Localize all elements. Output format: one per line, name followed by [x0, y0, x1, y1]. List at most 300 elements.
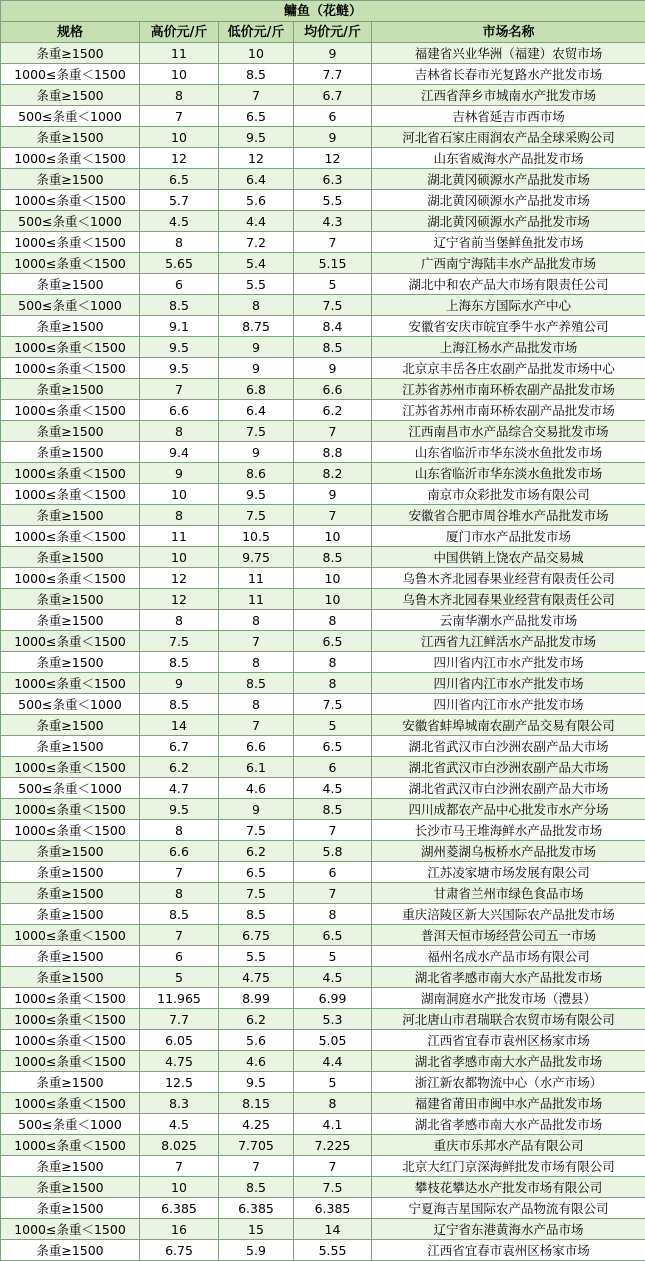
cell-market: 福建省莆田市闽中水产品批发市场	[372, 1093, 645, 1114]
cell-avg-price: 8	[294, 1093, 372, 1114]
cell-low-price: 5.6	[219, 1030, 294, 1051]
cell-market: 湖北黄冈硕源水产品批发市场	[372, 211, 645, 232]
cell-spec: 条重≥1500	[1, 547, 140, 568]
table-row	[1, 232, 645, 253]
table-row	[1, 1156, 645, 1177]
table-row	[1, 1072, 645, 1093]
cell-spec: 条重≥1500	[1, 1198, 140, 1219]
cell-high-price: 5.7	[140, 190, 219, 211]
cell-market: 南京市众彩批发市场有限公司	[372, 484, 645, 505]
cell-high-price: 12.5	[140, 1072, 219, 1093]
cell-avg-price: 7	[294, 232, 372, 253]
table-row	[1, 631, 645, 652]
cell-high-price: 9	[140, 463, 219, 484]
cell-avg-price: 9	[294, 43, 372, 64]
cell-market: 四川成都农产品中心批发市水产分场	[372, 799, 645, 820]
cell-avg-price: 8	[294, 673, 372, 694]
cell-market: 江西省宜春市袁州区杨家市场	[372, 1030, 645, 1051]
table-row	[1, 1051, 645, 1072]
cell-high-price: 8.5	[140, 652, 219, 673]
cell-market: 乌鲁木齐北园春果业经营有限责任公司	[372, 589, 645, 610]
cell-market: 湖北省孝感市南大水产品批发市场	[372, 1051, 645, 1072]
cell-avg-price: 8.5	[294, 799, 372, 820]
cell-spec: 条重≥1500	[1, 1072, 140, 1093]
table-row	[1, 127, 645, 148]
table-row	[1, 1135, 645, 1156]
cell-avg-price: 6.5	[294, 736, 372, 757]
table-row	[1, 925, 645, 946]
cell-low-price: 9	[219, 799, 294, 820]
cell-high-price: 8	[140, 421, 219, 442]
cell-spec: 1000≤条重＜1500	[1, 64, 140, 85]
cell-market: 湖北省孝感市南大水产品批发市场	[372, 967, 645, 988]
cell-avg-price: 6.5	[294, 925, 372, 946]
cell-spec: 条重≥1500	[1, 736, 140, 757]
cell-low-price: 6.5	[219, 862, 294, 883]
table-row	[1, 778, 645, 799]
cell-avg-price: 7	[294, 505, 372, 526]
table-row	[1, 169, 645, 190]
table-row	[1, 358, 645, 379]
cell-low-price: 5.9	[219, 1240, 294, 1261]
cell-market: 宁夏海吉星国际农产品物流有限公司	[372, 1198, 645, 1219]
cell-market: 重庆市乐邦水产品有限公司	[372, 1135, 645, 1156]
table-row	[1, 1093, 645, 1114]
cell-market: 乌鲁木齐北园春果业经营有限责任公司	[372, 568, 645, 589]
cell-spec: 1000≤条重＜1500	[1, 820, 140, 841]
table-row	[1, 526, 645, 547]
cell-spec: 1000≤条重＜1500	[1, 1030, 140, 1051]
cell-avg-price: 5.5	[294, 190, 372, 211]
cell-high-price: 8	[140, 883, 219, 904]
cell-high-price: 7.7	[140, 1009, 219, 1030]
cell-avg-price: 5.55	[294, 1240, 372, 1261]
cell-high-price: 12	[140, 148, 219, 169]
title-row	[1, 1, 645, 22]
cell-market: 江西省九江鲜活水产品批发市场	[372, 631, 645, 652]
cell-avg-price: 12	[294, 148, 372, 169]
cell-market: 福州名成水产品市场有限公司	[372, 946, 645, 967]
cell-high-price: 9.5	[140, 358, 219, 379]
cell-high-price: 8.3	[140, 1093, 219, 1114]
cell-avg-price: 4.5	[294, 778, 372, 799]
cell-high-price: 7.5	[140, 631, 219, 652]
cell-market: 河北省石家庄雨润农产品全球采购公司	[372, 127, 645, 148]
cell-spec: 1000≤条重＜1500	[1, 337, 140, 358]
table-row	[1, 337, 645, 358]
cell-avg-price: 7.7	[294, 64, 372, 85]
table-row	[1, 1177, 645, 1198]
cell-market: 上海东方国际水产中心	[372, 295, 645, 316]
cell-low-price: 8	[219, 295, 294, 316]
cell-low-price: 7.5	[219, 421, 294, 442]
table-row	[1, 904, 645, 925]
header-low-price: 低价元/斤	[219, 22, 294, 43]
cell-market: 重庆涪陵区新大兴国际农产品批发市场	[372, 904, 645, 925]
cell-low-price: 7.705	[219, 1135, 294, 1156]
cell-low-price: 6.5	[219, 106, 294, 127]
cell-spec: 1000≤条重＜1500	[1, 1009, 140, 1030]
cell-high-price: 8	[140, 85, 219, 106]
cell-avg-price: 7	[294, 883, 372, 904]
cell-spec: 条重≥1500	[1, 43, 140, 64]
cell-market: 吉林省延吉市西市场	[372, 106, 645, 127]
cell-high-price: 6.75	[140, 1240, 219, 1261]
cell-market: 安徽省合肥市周谷堆水产品批发市场	[372, 505, 645, 526]
cell-market: 湖北中和农产品大市场有限责任公司	[372, 274, 645, 295]
cell-market: 北京京丰岳各庄农副产品批发市场中心	[372, 358, 645, 379]
cell-low-price: 8.99	[219, 988, 294, 1009]
cell-avg-price: 7.225	[294, 1135, 372, 1156]
cell-market: 攀枝花攀达水产批发市场有限公司	[372, 1177, 645, 1198]
cell-spec: 1000≤条重＜1500	[1, 400, 140, 421]
cell-high-price: 6	[140, 274, 219, 295]
cell-spec: 500≤条重＜1000	[1, 694, 140, 715]
cell-avg-price: 5	[294, 274, 372, 295]
table-row	[1, 1030, 645, 1051]
cell-market: 山东省临沂市华东淡水鱼批发市场	[372, 442, 645, 463]
cell-high-price: 7	[140, 925, 219, 946]
cell-high-price: 9.4	[140, 442, 219, 463]
cell-low-price: 7.2	[219, 232, 294, 253]
cell-avg-price: 5	[294, 715, 372, 736]
cell-low-price: 4.6	[219, 778, 294, 799]
cell-high-price: 6.05	[140, 1030, 219, 1051]
cell-market: 吉林省长春市光复路水产批发市场	[372, 64, 645, 85]
cell-spec: 1000≤条重＜1500	[1, 568, 140, 589]
cell-low-price: 7.5	[219, 883, 294, 904]
cell-market: 厦门市水产品批发市场	[372, 526, 645, 547]
table-row	[1, 211, 645, 232]
cell-high-price: 8	[140, 820, 219, 841]
table-row	[1, 841, 645, 862]
cell-low-price: 5.5	[219, 274, 294, 295]
cell-low-price: 6.4	[219, 169, 294, 190]
cell-avg-price: 5	[294, 1072, 372, 1093]
cell-low-price: 8	[219, 694, 294, 715]
cell-low-price: 8.5	[219, 1177, 294, 1198]
cell-low-price: 6.8	[219, 379, 294, 400]
cell-avg-price: 8	[294, 610, 372, 631]
table-row	[1, 883, 645, 904]
cell-avg-price: 8.2	[294, 463, 372, 484]
cell-avg-price: 6	[294, 862, 372, 883]
cell-avg-price: 5.15	[294, 253, 372, 274]
cell-high-price: 14	[140, 715, 219, 736]
table-row	[1, 190, 645, 211]
cell-avg-price: 10	[294, 568, 372, 589]
cell-high-price: 4.5	[140, 211, 219, 232]
cell-avg-price: 10	[294, 526, 372, 547]
table-row	[1, 295, 645, 316]
cell-high-price: 6	[140, 946, 219, 967]
cell-avg-price: 8.4	[294, 316, 372, 337]
cell-market: 江苏凌家塘市场发展有限公司	[372, 862, 645, 883]
cell-low-price: 5.4	[219, 253, 294, 274]
cell-market: 湖北省武汉市白沙洲农副产品大市场	[372, 757, 645, 778]
cell-high-price: 10	[140, 1177, 219, 1198]
cell-spec: 条重≥1500	[1, 715, 140, 736]
cell-spec: 1000≤条重＜1500	[1, 988, 140, 1009]
cell-high-price: 9	[140, 673, 219, 694]
cell-high-price: 12	[140, 589, 219, 610]
cell-low-price: 7	[219, 85, 294, 106]
cell-spec: 500≤条重＜1000	[1, 295, 140, 316]
cell-spec: 条重≥1500	[1, 127, 140, 148]
table-row	[1, 43, 645, 64]
cell-avg-price: 5.8	[294, 841, 372, 862]
cell-spec: 1000≤条重＜1500	[1, 799, 140, 820]
cell-spec: 条重≥1500	[1, 946, 140, 967]
cell-spec: 1000≤条重＜1500	[1, 358, 140, 379]
cell-avg-price: 6.6	[294, 379, 372, 400]
cell-low-price: 7.5	[219, 820, 294, 841]
cell-low-price: 7	[219, 1156, 294, 1177]
cell-spec: 1000≤条重＜1500	[1, 484, 140, 505]
header-row	[1, 22, 645, 43]
cell-low-price: 9	[219, 358, 294, 379]
cell-high-price: 8	[140, 505, 219, 526]
cell-avg-price: 14	[294, 1219, 372, 1240]
cell-spec: 条重≥1500	[1, 1156, 140, 1177]
cell-market: 河北唐山市君瑞联合农贸市场有限公司	[372, 1009, 645, 1030]
cell-spec: 1000≤条重＜1500	[1, 190, 140, 211]
cell-high-price: 8.5	[140, 295, 219, 316]
cell-low-price: 6.1	[219, 757, 294, 778]
cell-high-price: 6.6	[140, 400, 219, 421]
cell-market: 湖北黄冈硕源水产品批发市场	[372, 169, 645, 190]
cell-avg-price: 5	[294, 946, 372, 967]
cell-high-price: 10	[140, 127, 219, 148]
cell-spec: 条重≥1500	[1, 316, 140, 337]
cell-low-price: 9.5	[219, 1072, 294, 1093]
cell-low-price: 4.4	[219, 211, 294, 232]
cell-market: 北京大红门京深海鲜批发市场有限公司	[372, 1156, 645, 1177]
cell-high-price: 7	[140, 1156, 219, 1177]
cell-low-price: 7.5	[219, 505, 294, 526]
cell-high-price: 6.6	[140, 841, 219, 862]
cell-avg-price: 7.5	[294, 694, 372, 715]
cell-high-price: 9.5	[140, 799, 219, 820]
table-row	[1, 421, 645, 442]
cell-spec: 条重≥1500	[1, 85, 140, 106]
table-row	[1, 988, 645, 1009]
cell-low-price: 8.6	[219, 463, 294, 484]
cell-low-price: 8.5	[219, 904, 294, 925]
cell-low-price: 8	[219, 652, 294, 673]
cell-spec: 条重≥1500	[1, 505, 140, 526]
cell-low-price: 8.5	[219, 673, 294, 694]
cell-low-price: 6.6	[219, 736, 294, 757]
table-row	[1, 715, 645, 736]
cell-low-price: 9.75	[219, 547, 294, 568]
cell-market: 湖北黄冈硕源水产品批发市场	[372, 190, 645, 211]
cell-high-price: 16	[140, 1219, 219, 1240]
cell-avg-price: 4.3	[294, 211, 372, 232]
cell-spec: 条重≥1500	[1, 1240, 140, 1261]
cell-avg-price: 8.5	[294, 547, 372, 568]
cell-avg-price: 6.3	[294, 169, 372, 190]
cell-high-price: 10	[140, 547, 219, 568]
cell-high-price: 8.025	[140, 1135, 219, 1156]
cell-avg-price: 5.3	[294, 1009, 372, 1030]
cell-spec: 条重≥1500	[1, 274, 140, 295]
cell-low-price: 7	[219, 715, 294, 736]
cell-avg-price: 9	[294, 127, 372, 148]
cell-low-price: 6.75	[219, 925, 294, 946]
table-row	[1, 589, 645, 610]
cell-spec: 1000≤条重＜1500	[1, 1219, 140, 1240]
cell-high-price: 4.7	[140, 778, 219, 799]
table-row	[1, 274, 645, 295]
header-high-price: 高价元/斤	[140, 22, 219, 43]
table-row	[1, 379, 645, 400]
cell-market: 江西南昌市水产品综合交易批发市场	[372, 421, 645, 442]
cell-low-price: 4.25	[219, 1114, 294, 1135]
cell-spec: 1000≤条重＜1500	[1, 232, 140, 253]
cell-spec: 1000≤条重＜1500	[1, 1135, 140, 1156]
cell-low-price: 8.5	[219, 64, 294, 85]
cell-avg-price: 7.5	[294, 1177, 372, 1198]
table-row	[1, 400, 645, 421]
cell-market: 山东省威海水产品批发市场	[372, 148, 645, 169]
cell-market: 甘肃省兰州市绿色食品市场	[372, 883, 645, 904]
cell-market: 长沙市马王堆海鲜水产品批发市场	[372, 820, 645, 841]
cell-high-price: 10	[140, 484, 219, 505]
cell-spec: 条重≥1500	[1, 442, 140, 463]
cell-market: 江苏省苏州市南环桥农副产品批发市场	[372, 400, 645, 421]
cell-avg-price: 7	[294, 820, 372, 841]
cell-market: 上海江杨水产品批发市场	[372, 337, 645, 358]
cell-low-price: 10.5	[219, 526, 294, 547]
cell-high-price: 11	[140, 526, 219, 547]
cell-market: 广西南宁海陆丰水产品批发市场	[372, 253, 645, 274]
cell-market: 江西省萍乡市城南水产批发市场	[372, 85, 645, 106]
header-avg-price: 均价元/斤	[294, 22, 372, 43]
cell-spec: 条重≥1500	[1, 904, 140, 925]
cell-market: 浙江新农都物流中心（水产市场）	[372, 1072, 645, 1093]
cell-avg-price: 6.2	[294, 400, 372, 421]
table-row	[1, 1219, 645, 1240]
cell-low-price: 9	[219, 337, 294, 358]
table-row	[1, 505, 645, 526]
cell-low-price: 4.6	[219, 1051, 294, 1072]
table-row	[1, 316, 645, 337]
table-row	[1, 484, 645, 505]
table-row	[1, 148, 645, 169]
cell-avg-price: 4.1	[294, 1114, 372, 1135]
table-row	[1, 1198, 645, 1219]
table-row	[1, 568, 645, 589]
cell-spec: 1000≤条重＜1500	[1, 463, 140, 484]
cell-high-price: 11.965	[140, 988, 219, 1009]
cell-low-price: 15	[219, 1219, 294, 1240]
cell-avg-price: 6	[294, 757, 372, 778]
table-row	[1, 463, 645, 484]
cell-market: 四川省内江市水产批发市场	[372, 673, 645, 694]
cell-low-price: 6.4	[219, 400, 294, 421]
table-row	[1, 85, 645, 106]
cell-spec: 1000≤条重＜1500	[1, 148, 140, 169]
cell-avg-price: 8.5	[294, 337, 372, 358]
cell-market: 山东省临沂市华东淡水鱼批发市场	[372, 463, 645, 484]
cell-market: 湖北省武汉市白沙洲农副产品大市场	[372, 736, 645, 757]
cell-market: 湖州菱湖乌板桥水产品批发市场	[372, 841, 645, 862]
cell-spec: 条重≥1500	[1, 967, 140, 988]
cell-high-price: 7	[140, 379, 219, 400]
table-row	[1, 1009, 645, 1030]
cell-low-price: 8	[219, 610, 294, 631]
cell-spec: 条重≥1500	[1, 421, 140, 442]
cell-market: 四川省内江市水产批发市场	[372, 652, 645, 673]
cell-spec: 条重≥1500	[1, 883, 140, 904]
cell-high-price: 9.5	[140, 337, 219, 358]
header-spec: 规格	[1, 22, 140, 43]
table-row	[1, 1240, 645, 1261]
cell-avg-price: 4.4	[294, 1051, 372, 1072]
cell-high-price: 4.75	[140, 1051, 219, 1072]
cell-market: 湖北省孝感市南大水产品批发市场	[372, 1114, 645, 1135]
cell-spec: 500≤条重＜1000	[1, 778, 140, 799]
cell-avg-price: 6.99	[294, 988, 372, 1009]
cell-low-price: 7	[219, 631, 294, 652]
cell-spec: 条重≥1500	[1, 1177, 140, 1198]
cell-spec: 条重≥1500	[1, 379, 140, 400]
table-row	[1, 64, 645, 85]
table-row	[1, 253, 645, 274]
cell-spec: 1000≤条重＜1500	[1, 253, 140, 274]
cell-high-price: 6.7	[140, 736, 219, 757]
header-market: 市场名称	[372, 22, 645, 43]
cell-spec: 条重≥1500	[1, 169, 140, 190]
cell-avg-price: 9	[294, 358, 372, 379]
cell-low-price: 6.2	[219, 841, 294, 862]
cell-low-price: 9	[219, 442, 294, 463]
cell-low-price: 8.15	[219, 1093, 294, 1114]
cell-avg-price: 6.7	[294, 85, 372, 106]
table-row	[1, 442, 645, 463]
cell-spec: 500≤条重＜1000	[1, 106, 140, 127]
cell-low-price: 9.5	[219, 484, 294, 505]
cell-high-price: 8.5	[140, 904, 219, 925]
cell-avg-price: 10	[294, 589, 372, 610]
cell-spec: 1000≤条重＜1500	[1, 1093, 140, 1114]
cell-low-price: 9.5	[219, 127, 294, 148]
cell-low-price: 8.75	[219, 316, 294, 337]
cell-spec: 1000≤条重＜1500	[1, 631, 140, 652]
table-row	[1, 799, 645, 820]
cell-low-price: 12	[219, 148, 294, 169]
cell-low-price: 10	[219, 43, 294, 64]
cell-spec: 条重≥1500	[1, 589, 140, 610]
cell-high-price: 6.5	[140, 169, 219, 190]
cell-market: 湖北省武汉市白沙洲农副产品大市场	[372, 778, 645, 799]
cell-high-price: 8.5	[140, 694, 219, 715]
cell-low-price: 6.385	[219, 1198, 294, 1219]
cell-high-price: 10	[140, 64, 219, 85]
cell-spec: 1000≤条重＜1500	[1, 1051, 140, 1072]
cell-market: 湖南洞庭水产批发市场（澧县）	[372, 988, 645, 1009]
cell-avg-price: 6.5	[294, 631, 372, 652]
cell-avg-price: 6	[294, 106, 372, 127]
table-row	[1, 610, 645, 631]
cell-spec: 1000≤条重＜1500	[1, 673, 140, 694]
table-row	[1, 820, 645, 841]
cell-high-price: 9.1	[140, 316, 219, 337]
table-row	[1, 757, 645, 778]
cell-avg-price: 8.8	[294, 442, 372, 463]
cell-spec: 500≤条重＜1000	[1, 211, 140, 232]
